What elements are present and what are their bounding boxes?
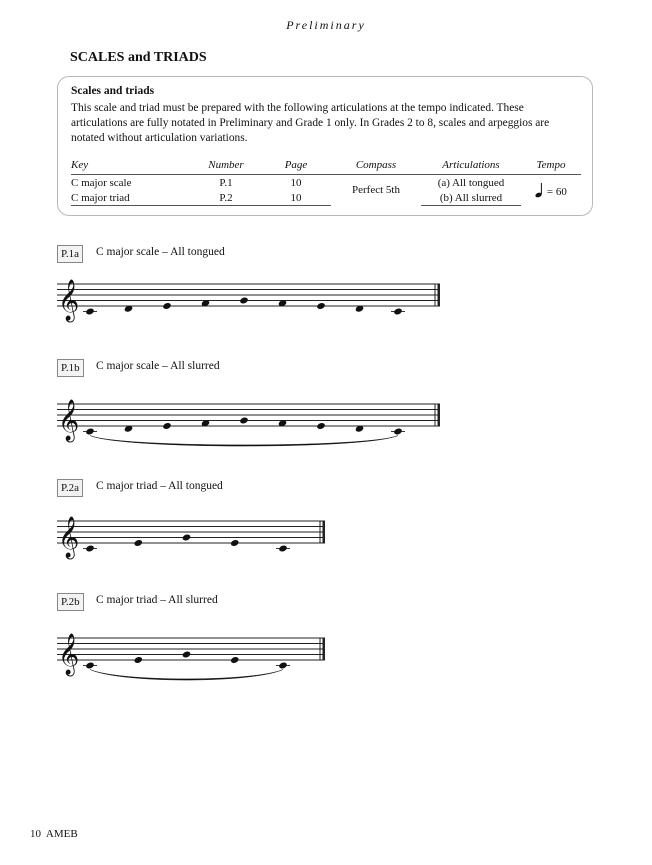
- table-header-row: [71, 157, 581, 175]
- barline-thick: [438, 404, 441, 426]
- info-paragraph: This scale and triad must be prepared with the following articulations at the tempo indicated. These articulations are fully notated in Preliminary and Grade 1 only. In Grades 2 to 8, scales and arpeggios are notated without articulation variations.: [71, 102, 550, 144]
- table-row: [71, 175, 581, 191]
- note-head: [85, 661, 95, 669]
- note-head: [316, 422, 326, 430]
- note-head: [278, 661, 288, 669]
- note-head: [278, 544, 288, 552]
- row-articulation: (b) All slurred: [421, 190, 521, 206]
- header-key: Key: [71, 157, 191, 175]
- treble-clef-icon: 𝄞: [58, 517, 80, 558]
- running-head: Preliminary: [286, 18, 366, 32]
- note-head: [162, 302, 172, 310]
- header-page: Page: [261, 157, 331, 175]
- barline-thick: [323, 521, 326, 543]
- note-head: [393, 427, 403, 435]
- compass-cell: Perfect 5th: [352, 184, 400, 197]
- exercise-label: P.2b: [57, 593, 84, 611]
- page-footer: [30, 828, 78, 840]
- quarter-note-icon: [535, 182, 544, 198]
- header-number: Number: [191, 157, 261, 175]
- note-head: [230, 539, 240, 547]
- publisher: AMEB: [45, 828, 78, 840]
- header-compass: Compass: [331, 157, 421, 175]
- treble-clef-icon: 𝄞: [58, 280, 80, 321]
- tempo-cell: [521, 175, 581, 206]
- barline-thick: [323, 638, 326, 660]
- header-articulations: Articulations: [421, 157, 521, 175]
- page-number: 10: [30, 828, 41, 840]
- note-head: [85, 307, 95, 315]
- exercise-label: P.2a: [57, 479, 83, 497]
- note-head: [182, 533, 192, 541]
- staff-p2a: [0, 507, 652, 567]
- note-head: [85, 544, 95, 552]
- note-head: [133, 656, 143, 664]
- row-number: P.1: [219, 176, 233, 189]
- exercise-title: C major triad – All tongued: [96, 480, 223, 492]
- note-head: [239, 416, 249, 424]
- row-page: 10: [290, 176, 302, 189]
- row-number: P.2: [191, 190, 261, 206]
- info-box: [57, 76, 593, 216]
- staff-p2b: [0, 624, 652, 684]
- section-title: SCALES and TRIADS: [70, 50, 207, 65]
- requirements-table: [71, 157, 581, 206]
- note-head: [393, 307, 403, 315]
- note-head: [85, 427, 95, 435]
- note-head: [230, 656, 240, 664]
- barline-thick: [438, 284, 441, 306]
- slur: [90, 670, 283, 681]
- treble-clef-icon: 𝄞: [58, 400, 80, 441]
- row-key: C major scale: [71, 176, 132, 189]
- table-row: [71, 190, 581, 206]
- note-head: [133, 539, 143, 547]
- note-head: [239, 296, 249, 304]
- info-title: Scales and triads: [71, 85, 155, 97]
- exercise-title: C major triad – All slurred: [96, 594, 218, 606]
- note-head: [182, 650, 192, 658]
- row-key: C major triad: [71, 190, 191, 206]
- staff-p1a: [0, 270, 652, 330]
- row-page: 10: [261, 190, 331, 206]
- exercise-title: C major scale – All tongued: [96, 246, 225, 258]
- note-head: [162, 422, 172, 430]
- staff-p1b: [0, 390, 652, 450]
- treble-clef-icon: 𝄞: [58, 634, 80, 675]
- exercise-title: C major scale – All slurred: [96, 360, 220, 372]
- slur: [90, 436, 398, 447]
- exercise-label: P.1a: [57, 245, 83, 263]
- note-head: [316, 302, 326, 310]
- row-articulation: (a) All tongued: [437, 176, 505, 189]
- exercise-label: P.1b: [57, 359, 84, 377]
- tempo-value: = 60: [546, 186, 567, 199]
- header-tempo: Tempo: [521, 157, 581, 175]
